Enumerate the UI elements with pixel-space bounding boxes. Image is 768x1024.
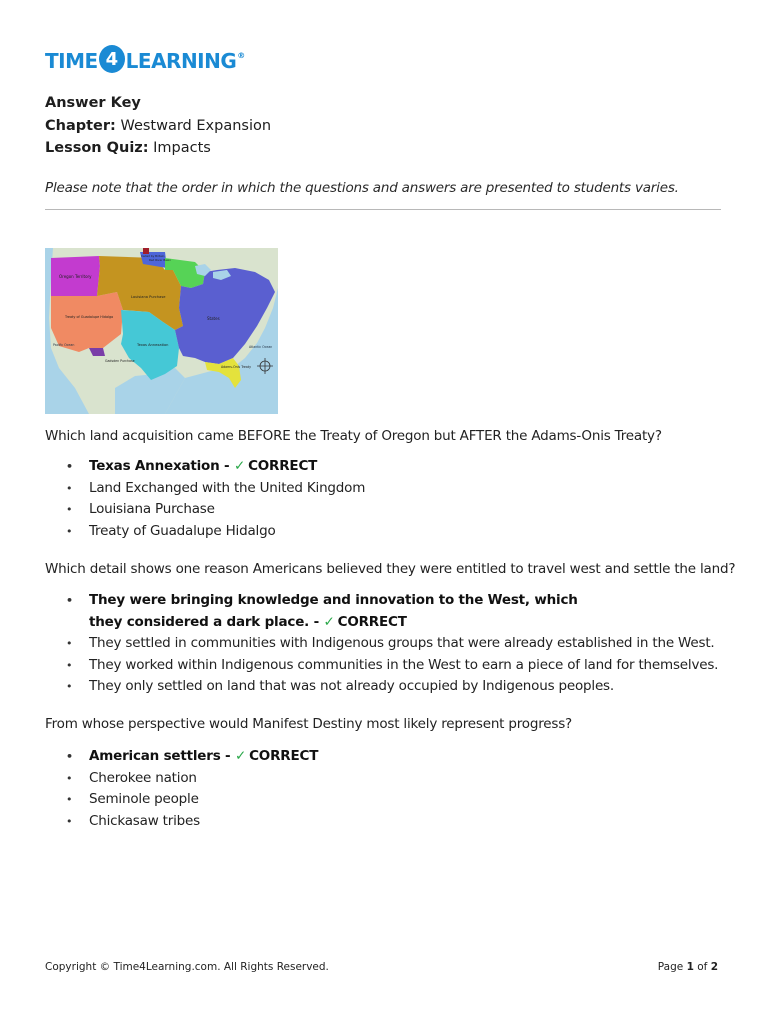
question-2: Which detail shows one reason Americans believed they were entitled to travel west and settle the land? xyxy=(45,561,736,577)
answer-1-3: • Louisiana Purchase xyxy=(45,499,735,521)
answer-3-2: • Cherokee nation xyxy=(45,768,735,790)
checkmark-icon: ✓ xyxy=(323,613,335,630)
map-label-states: States xyxy=(207,316,220,321)
order-note: Please note that the order in which the questions and answers are presented to students varies. xyxy=(45,180,679,196)
logo-text-left: TIME xyxy=(45,49,98,73)
answer-2-1: • They were bringing knowledge and innovation to the West, which they considered a dark place. - ✓ CORRECT xyxy=(45,590,735,633)
copyright: Copyright © Time4Learning.com. All Rights Reserved. xyxy=(45,961,329,973)
answer-3-3: • Seminole people xyxy=(45,789,735,811)
map-label-atlantic: Atlantic Ocean xyxy=(249,345,273,349)
answer-1-2: • Land Exchanged with the United Kingdom xyxy=(45,478,735,500)
document-header xyxy=(45,92,271,160)
answer-list-2 xyxy=(45,590,735,698)
answer-list-1 xyxy=(45,456,735,542)
answer-list-3 xyxy=(45,746,735,832)
map-label-adams-onis: Adams-Onís Treaty xyxy=(221,365,251,369)
answer-3-1: • American settlers - ✓ CORRECT xyxy=(45,746,735,768)
answer-2-3: • They worked within Indigenous communities in the West to earn a piece of land for themselves. xyxy=(45,655,735,677)
map-label-texas: Texas Annexation xyxy=(137,343,169,347)
answer-1-1: • Texas Annexation - ✓ CORRECT xyxy=(45,456,735,478)
page-title: Answer Key xyxy=(45,95,141,111)
time4learning-logo xyxy=(45,44,245,78)
divider xyxy=(45,209,721,210)
map-label-oregon: Oregon Territory xyxy=(59,274,92,279)
map-label-pacific: Pacific Ocean xyxy=(53,343,75,347)
answer-1-4: • Treaty of Guadalupe Hidalgo xyxy=(45,521,735,543)
map-label-gadsden: Gadsden Purchase xyxy=(105,359,135,363)
map-label-guadalupe: Treaty of Guadalupe Hidalgo xyxy=(65,315,114,319)
answer-3-4: • Chickasaw tribes xyxy=(45,811,735,833)
logo-badge: 4 xyxy=(99,45,125,73)
checkmark-icon: ✓ xyxy=(234,748,247,764)
chapter-line: Chapter: Westward Expansion xyxy=(45,117,272,134)
page-number: Page 1 of 2 xyxy=(657,961,718,973)
us-territorial-map xyxy=(45,248,278,414)
map-label-ceded: Ceded by Britain xyxy=(141,254,165,258)
answer-2-4: • They only settled on land that was not already occupied by Indigenous peoples. xyxy=(45,676,735,698)
registered-mark: ® xyxy=(237,51,245,60)
checkmark-icon: ✓ xyxy=(233,458,246,474)
map-label-red-river: Red River Basin xyxy=(149,258,171,262)
quiz-line: Lesson Quiz: Impacts xyxy=(45,140,211,156)
answer-2-2: • They settled in communities with Indigenous groups that were already established in the West. xyxy=(45,633,735,655)
question-3: From whose perspective would Manifest Destiny most likely represent progress? xyxy=(45,716,573,732)
map-label-louisiana: Louisiana Purchase xyxy=(131,295,166,299)
logo-text-right: LEARNING xyxy=(125,49,237,73)
question-1: Which land acquisition came BEFORE the Treaty of Oregon but AFTER the Adams-Onis Treaty? xyxy=(45,428,662,444)
